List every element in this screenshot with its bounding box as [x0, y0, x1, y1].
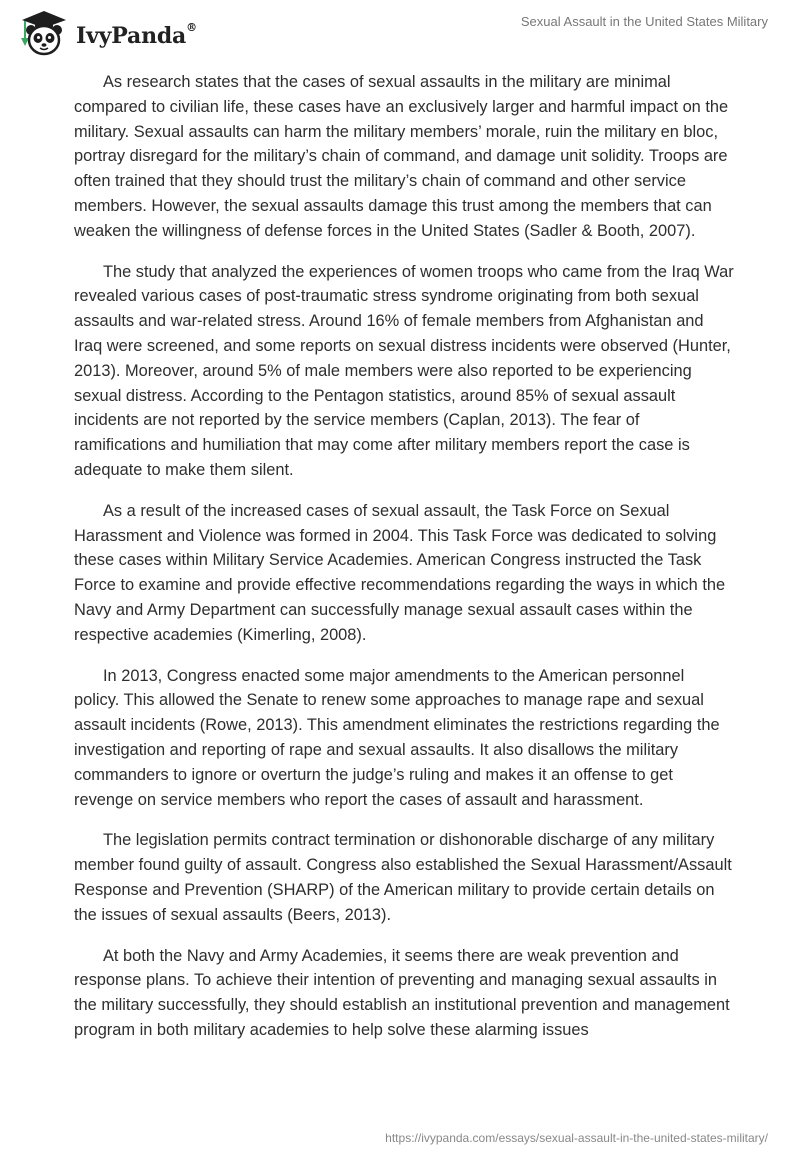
paragraph-6: At both the Navy and Army Academies, it seems there are weak prevention and response plans. To achieve their intention of preventing and managing sexual assaults in the military successfully, they should establish an institutional prevention and management program in both military academies to help solve these alarming issues	[74, 946, 730, 1039]
paragraph-4: In 2013, Congress enacted some major amendments to the American personnel policy. This allowed the Senate to renew some approaches to manage rape and sexual assault incidents (Rowe, 2013). This amendment eliminates the restrictions regarding the investigation and reporting of rape and sexual assaults. It also disallows the military commanders to ignore or overturn the judge’s ruling and makes it an offense to get revenge on service members who report the cases of assault and harassment.	[74, 666, 720, 809]
paragraph-5: The legislation permits contract termination or dishonorable discharge of any military member found guilty of assault. Congress also established the Sexual Harassment/Assault Response and Prevention (SHARP) of the American military to provide certain details on the issues of sexual assaults (Beers, 2013).	[74, 831, 732, 924]
page-header	[0, 0, 800, 60]
panda-graduate-icon	[14, 8, 70, 58]
source-url-link[interactable]: https://ivypanda.com/essays/sexual-assault-in-the-united-states-military/	[385, 1131, 768, 1145]
brand-logo[interactable]	[14, 8, 197, 58]
paragraph-2: The study that analyzed the experiences of women troops who came from the Iraq War revealed various cases of post-traumatic stress syndrome originating from both sexual assaults and war-related stress. Around 16% of female members from Afghanistan and Iraq were screened, and some reports on sexual distress incidents were observed (Hunter, 2013). Moreover, around 5% of male members were also reported to be experiencing sexual distress. According to the Pentagon statistics, around 85% of sexual assault incidents are not reported by the service members (Caplan, 2013). The fear of ramifications and humiliation that may come after military members report the case is adequate to make them silent.	[74, 262, 734, 479]
paragraph-1: As research states that the cases of sexual assaults in the military are minimal compared to civilian life, these cases have an exclusively larger and harmful impact on the military. Sexual assaults can harm the military members’ morale, ruin the military en bloc, portray disregard for the military’s chain of command, and damage unit solidity. Troops are often trained that they should trust the military’s chain of command and other service members. However, the sexual assaults damage this trust among the members that can weaken the willingness of defense forces in the United States (Sadler & Booth, 2007).	[74, 73, 729, 240]
essay-body	[74, 70, 734, 1059]
brand-name: IvyPanda®	[76, 20, 197, 49]
document-title: Sexual Assault in the United States Military	[520, 14, 768, 29]
registered-mark: ®	[186, 20, 197, 34]
paragraph-3: As a result of the increased cases of sexual assault, the Task Force on Sexual Harassment and Violence was formed in 2004. This Task Force was dedicated to solving these cases within Military Service Academies. American Congress instructed the Task Force to examine and provide effective recommendations regarding the ways in which the Navy and Army Department can successfully manage sexual assault cases within the respective academies (Kimerling, 2008).	[74, 501, 726, 644]
